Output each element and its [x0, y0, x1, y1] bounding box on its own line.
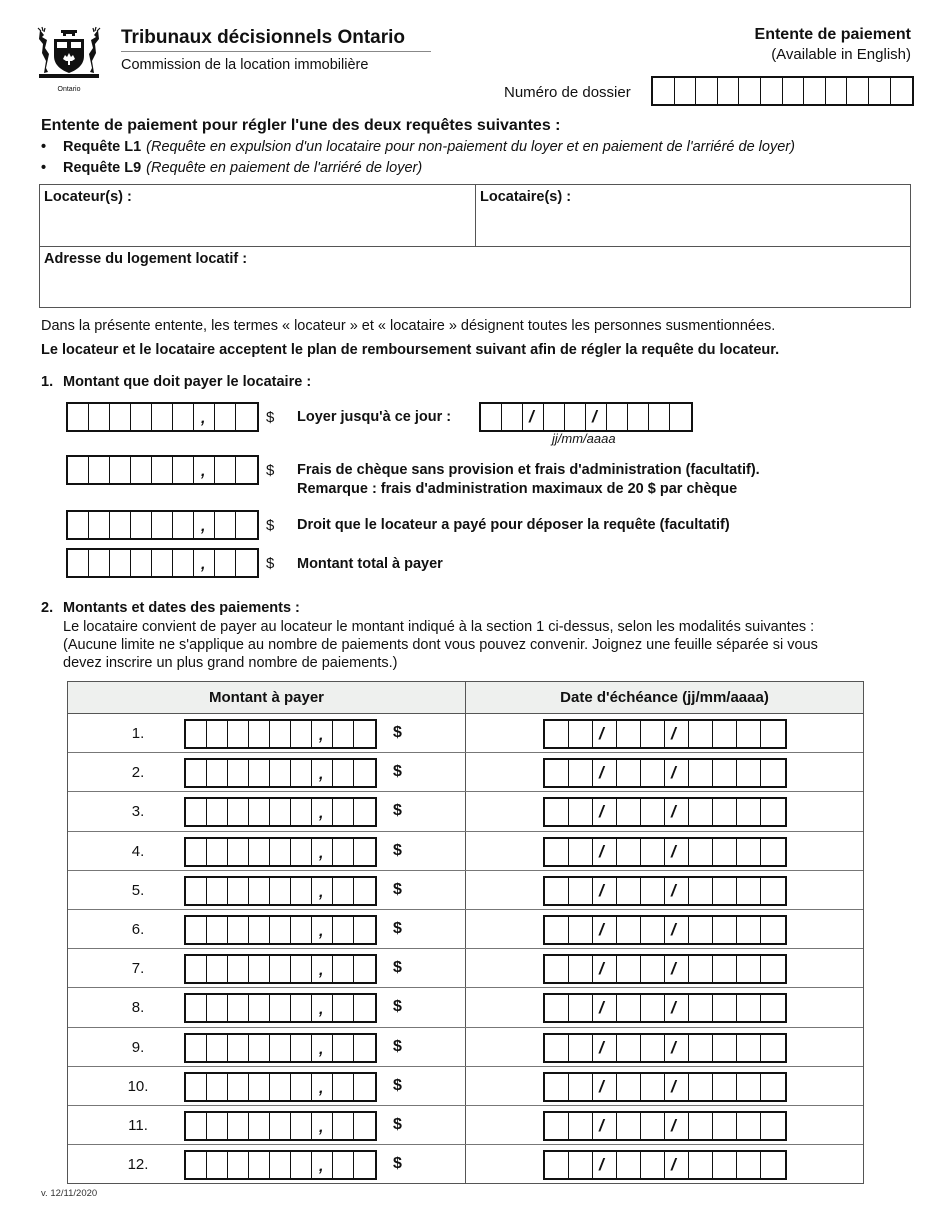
tenants-field[interactable] [476, 185, 910, 247]
table-row [68, 910, 863, 949]
payment-number: 8. [131, 999, 145, 1017]
payment-due-date-field[interactable]: / / [543, 1072, 787, 1102]
language-availability: (Available in English) [771, 46, 911, 63]
payment-number: 12. [127, 1156, 149, 1174]
payment-due-date-field[interactable]: / / [543, 1111, 787, 1141]
currency-symbol: $ [393, 1116, 402, 1133]
payment-amount-field[interactable]: , [184, 915, 377, 945]
payment-number: 7. [131, 960, 145, 978]
currency-symbol: $ [393, 959, 402, 977]
currency-symbol: $ [393, 724, 402, 741]
payment-due-date-field[interactable]: / / [543, 1033, 787, 1063]
date-format-hint: jj/mm/aaaa [552, 431, 616, 446]
table-row [68, 988, 863, 1027]
table-row [68, 871, 863, 910]
organization-name: Tribunaux décisionnels Ontario [121, 27, 405, 48]
form-version: v. 12/11/2020 [41, 1188, 98, 1199]
currency-symbol: $ [393, 1155, 402, 1173]
rent-to-date-field[interactable]: / / [479, 402, 693, 432]
digit-box[interactable] [804, 78, 826, 104]
digit-box[interactable] [891, 78, 913, 104]
coat-of-arms-icon [36, 26, 102, 94]
currency-symbol: $ [393, 1076, 402, 1094]
organization-subtitle: Commission de la location immobilière [121, 57, 369, 73]
bullet-icon: • [41, 160, 47, 176]
payment-number: 10. [127, 1077, 149, 1095]
file-number-label: Numéro de dossier [504, 84, 631, 101]
agreement-statement: Le locateur et le locataire acceptent le plan de remboursement suivant afin de régler la requête du locateur. [41, 342, 780, 358]
currency-symbol: $ [266, 409, 275, 426]
section-2-instructions-2: (Aucune limite ne s'applique au nombre de paiements dont vous pouvez convenir. Joignez une feuille séparée si vous [63, 637, 818, 653]
payment-due-date-field[interactable]: / / [543, 993, 787, 1023]
form-title: Entente de paiement [754, 26, 911, 43]
parties-box [39, 184, 911, 308]
currency-symbol: $ [393, 998, 402, 1016]
currency-symbol: $ [393, 920, 402, 937]
application-l1-item [41, 139, 795, 155]
payment-amount-field[interactable]: , [184, 876, 377, 906]
landlords-field[interactable] [40, 185, 476, 247]
application-description: (Requête en expulsion d'un locataire pour non-paiement du loyer et en paiement de l'arriéré de loyer) [146, 139, 795, 155]
table-row [68, 949, 863, 988]
payment-due-date-field[interactable]: / / [543, 915, 787, 945]
intro-title: Entente de paiement pour régler l'une des deux requêtes suivantes : [41, 117, 561, 134]
payment-due-date-field[interactable]: / / [543, 758, 787, 788]
filing-fee-label: Droit que le locateur a payé pour déposer la requête (facultatif) [297, 517, 730, 533]
section-2-title: 2. Montants et dates des paiements : [41, 600, 300, 616]
digit-box[interactable] [653, 78, 675, 104]
filing-fee-amount-field[interactable]: , [66, 510, 259, 540]
digit-box[interactable] [718, 78, 740, 104]
total-amount-field[interactable]: , [66, 548, 259, 578]
payment-amount-field[interactable]: , [184, 719, 377, 749]
table-row [68, 1067, 863, 1106]
nsf-fees-label: Frais de chèque sans provision et frais d'administration (facultatif). Remarque : frais d'administration maximaux de 20 $ par chèque [297, 462, 760, 497]
payment-number: 11. [128, 1117, 148, 1134]
currency-symbol: $ [266, 462, 275, 479]
currency-symbol: $ [266, 517, 275, 534]
section-2-instructions-3: devez inscrire un plus grand nombre de paiements.) [63, 655, 398, 671]
payment-amount-field[interactable]: , [184, 837, 377, 867]
payment-due-date-field[interactable]: / / [543, 876, 787, 906]
payment-amount-field[interactable]: , [184, 1072, 377, 1102]
payment-number: 5. [131, 881, 145, 899]
application-l9-item [41, 160, 422, 176]
currency-symbol: $ [393, 880, 402, 898]
bullet-icon: • [41, 139, 47, 155]
digit-box[interactable] [675, 78, 697, 104]
application-label: Requête L9 [63, 160, 142, 176]
nsf-fees-amount-field[interactable]: , [66, 455, 259, 485]
currency-symbol: $ [393, 763, 402, 781]
digit-box[interactable] [869, 78, 891, 104]
digit-box[interactable] [739, 78, 761, 104]
tenants-label: Locataire(s) : [480, 189, 572, 205]
table-row [68, 714, 863, 753]
landlords-label: Locateur(s) : [44, 189, 132, 205]
rent-to-date-label: Loyer jusqu'à ce jour : [297, 409, 452, 425]
payment-due-date-field[interactable]: / / [543, 837, 787, 867]
digit-box[interactable] [783, 78, 805, 104]
digit-box[interactable] [696, 78, 718, 104]
rental-address-label: Adresse du logement locatif : [44, 251, 248, 267]
table-row [68, 1028, 863, 1067]
rent-owing-amount-field[interactable]: , [66, 402, 259, 432]
currency-symbol: $ [266, 555, 275, 572]
column-header-amount: Montant à payer [208, 689, 325, 706]
table-row [68, 792, 863, 831]
table-row [68, 1106, 863, 1145]
payment-due-date-field[interactable]: / / [543, 954, 787, 984]
currency-symbol: $ [393, 802, 402, 820]
payment-schedule-table [67, 681, 864, 1184]
total-amount-label: Montant total à payer [297, 556, 443, 572]
currency-symbol: $ [393, 841, 402, 859]
payment-number: 6. [131, 921, 145, 938]
section-2-instructions-1: Le locataire convient de payer au locateur le montant indiqué à la section 1 ci-dessus, selon les modalités suivantes : [63, 619, 815, 635]
digit-box[interactable] [761, 78, 783, 104]
file-number-field[interactable] [651, 76, 914, 106]
table-row [68, 1145, 863, 1184]
definitions-text: Dans la présente entente, les termes « locateur » et « locataire » désignent toutes les personnes susmentionnées. [41, 318, 776, 334]
table-row [68, 753, 863, 792]
rental-address-field[interactable] [40, 247, 910, 307]
svg-text:Ontario: Ontario [57, 86, 81, 93]
ontario-crest-logo [36, 26, 102, 94]
currency-symbol: $ [393, 1037, 402, 1055]
payment-number: 4. [131, 842, 145, 860]
payment-number: 9. [131, 1038, 145, 1056]
table-row [68, 832, 863, 871]
section-1-title: 1. Montant que doit payer le locataire : [41, 374, 312, 390]
payment-number: 2. [131, 764, 145, 782]
payment-amount-field[interactable]: , [184, 797, 377, 827]
payment-amount-field[interactable]: , [184, 1150, 377, 1180]
application-description: (Requête en paiement de l'arriéré de loyer) [146, 160, 423, 176]
payment-amount-field[interactable]: , [184, 993, 377, 1023]
digit-box[interactable] [847, 78, 869, 104]
application-label: Requête L1 [63, 139, 142, 155]
column-header-due-date: Date d'échéance (jj/mm/aaaa) [560, 689, 769, 706]
payment-number: 1. [131, 725, 145, 742]
digit-box[interactable] [826, 78, 848, 104]
payment-due-date-field[interactable]: / / [543, 1150, 787, 1180]
payment-due-date-field[interactable]: / / [543, 797, 787, 827]
payment-amount-field[interactable]: , [184, 954, 377, 984]
header-rule [121, 51, 431, 52]
payment-amount-field[interactable]: , [184, 758, 377, 788]
payment-number: 3. [131, 803, 145, 821]
payment-amount-field[interactable]: , [184, 1033, 377, 1063]
payment-due-date-field[interactable]: / / [543, 719, 787, 749]
payment-amount-field[interactable]: , [184, 1111, 377, 1141]
